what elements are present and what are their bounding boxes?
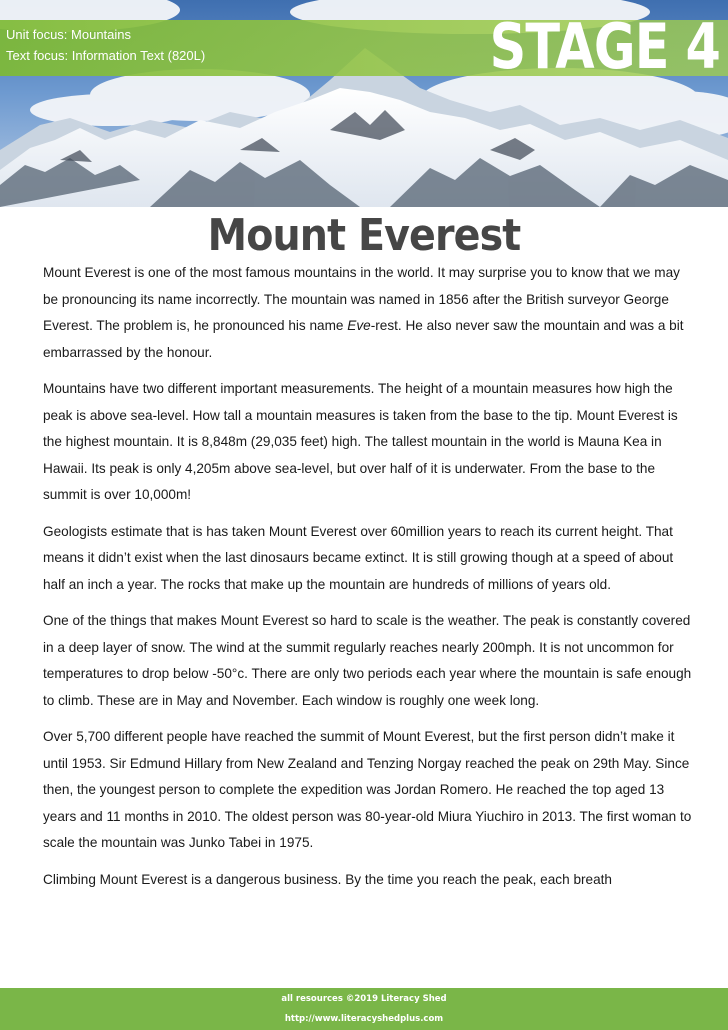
footer-copyright: all resources ©2019 Literacy Shed [281,994,447,1004]
unit-focus-label: Unit focus: Mountains [6,27,132,42]
paragraph-4: One of the things that makes Mount Everest so hard to scale is the weather. The peak is constantly covered in a deep layer of snow. The wind at the summit regularly reaches nearly 200mph. It is not uncommon for temperatures to drop below -50°c. There are only two periods each year where the mountain is safe enough to climb. These are in May and November. Each window is roughly one week long. [43,613,692,708]
paragraph-5: Over 5,700 different people have reached the summit of Mount Everest, but the first person didn’t make it until 1953. Sir Edmund Hillary from New Zealand and Tenzing Norgay reached the peak on 29th May. Since then, the youngest person to complete the expedition was Jordan Romero. He reached the top aged 13 years and 11 months in 2010. The oldest person was 80-year-old Miura Yiuchiro in 2013. The first woman to scale the mountain was Junko Tabei in 1975. [43,729,692,850]
page-title: Mount Everest [207,210,521,261]
paragraph-1-emphasis: Eve [347,318,371,333]
paragraph-1-text-b: -rest. He also never saw the mountain and was a bit embarrassed by the honour. [43,318,684,360]
paragraph-2: Mountains have two different important measurements. The height of a mountain measures how high the peak is above sea-level. How tall a mountain measures is taken from the base to the tip. Mount Everest is the highest mountain. It is 8,848m (29,035 feet) high. The tallest mountain in the world is Mauna Kea in Hawaii. Its peak is only 4,205m above sea-level, but over half of it is underwater. From the base to the summit is over 10,000m! [43,381,678,502]
paragraph-6: Climbing Mount Everest is a dangerous business. By the time you reach the peak, each breath [43,871,612,887]
article-body [43,260,693,903]
footer-url-link[interactable]: http://www.literacyshedplus.com [284,1014,444,1024]
paragraph-1-text-a: Mount Everest is one of the most famous mountains in the world. It may surprise you to know that we may be pronouncing its name incorrectly. The mountain was named in 1856 after the British surveyor George Everest. The problem is, he pronounced his name [43,265,680,333]
paragraph-1 [43,260,693,366]
footer [0,988,728,1030]
paragraph-3: Geologists estimate that is has taken Mount Everest over 60million years to reach its current height. That means it didn’t exist when the last dinosaurs became extinct. It is still growing though at a speed of about half an inch a year. The rocks that make up the mountain are hundreds of millions of years old. [43,523,674,592]
text-focus-label: Text focus: Information Text (820L) [6,48,206,63]
stage-heading: STAGE 4 [489,10,720,83]
